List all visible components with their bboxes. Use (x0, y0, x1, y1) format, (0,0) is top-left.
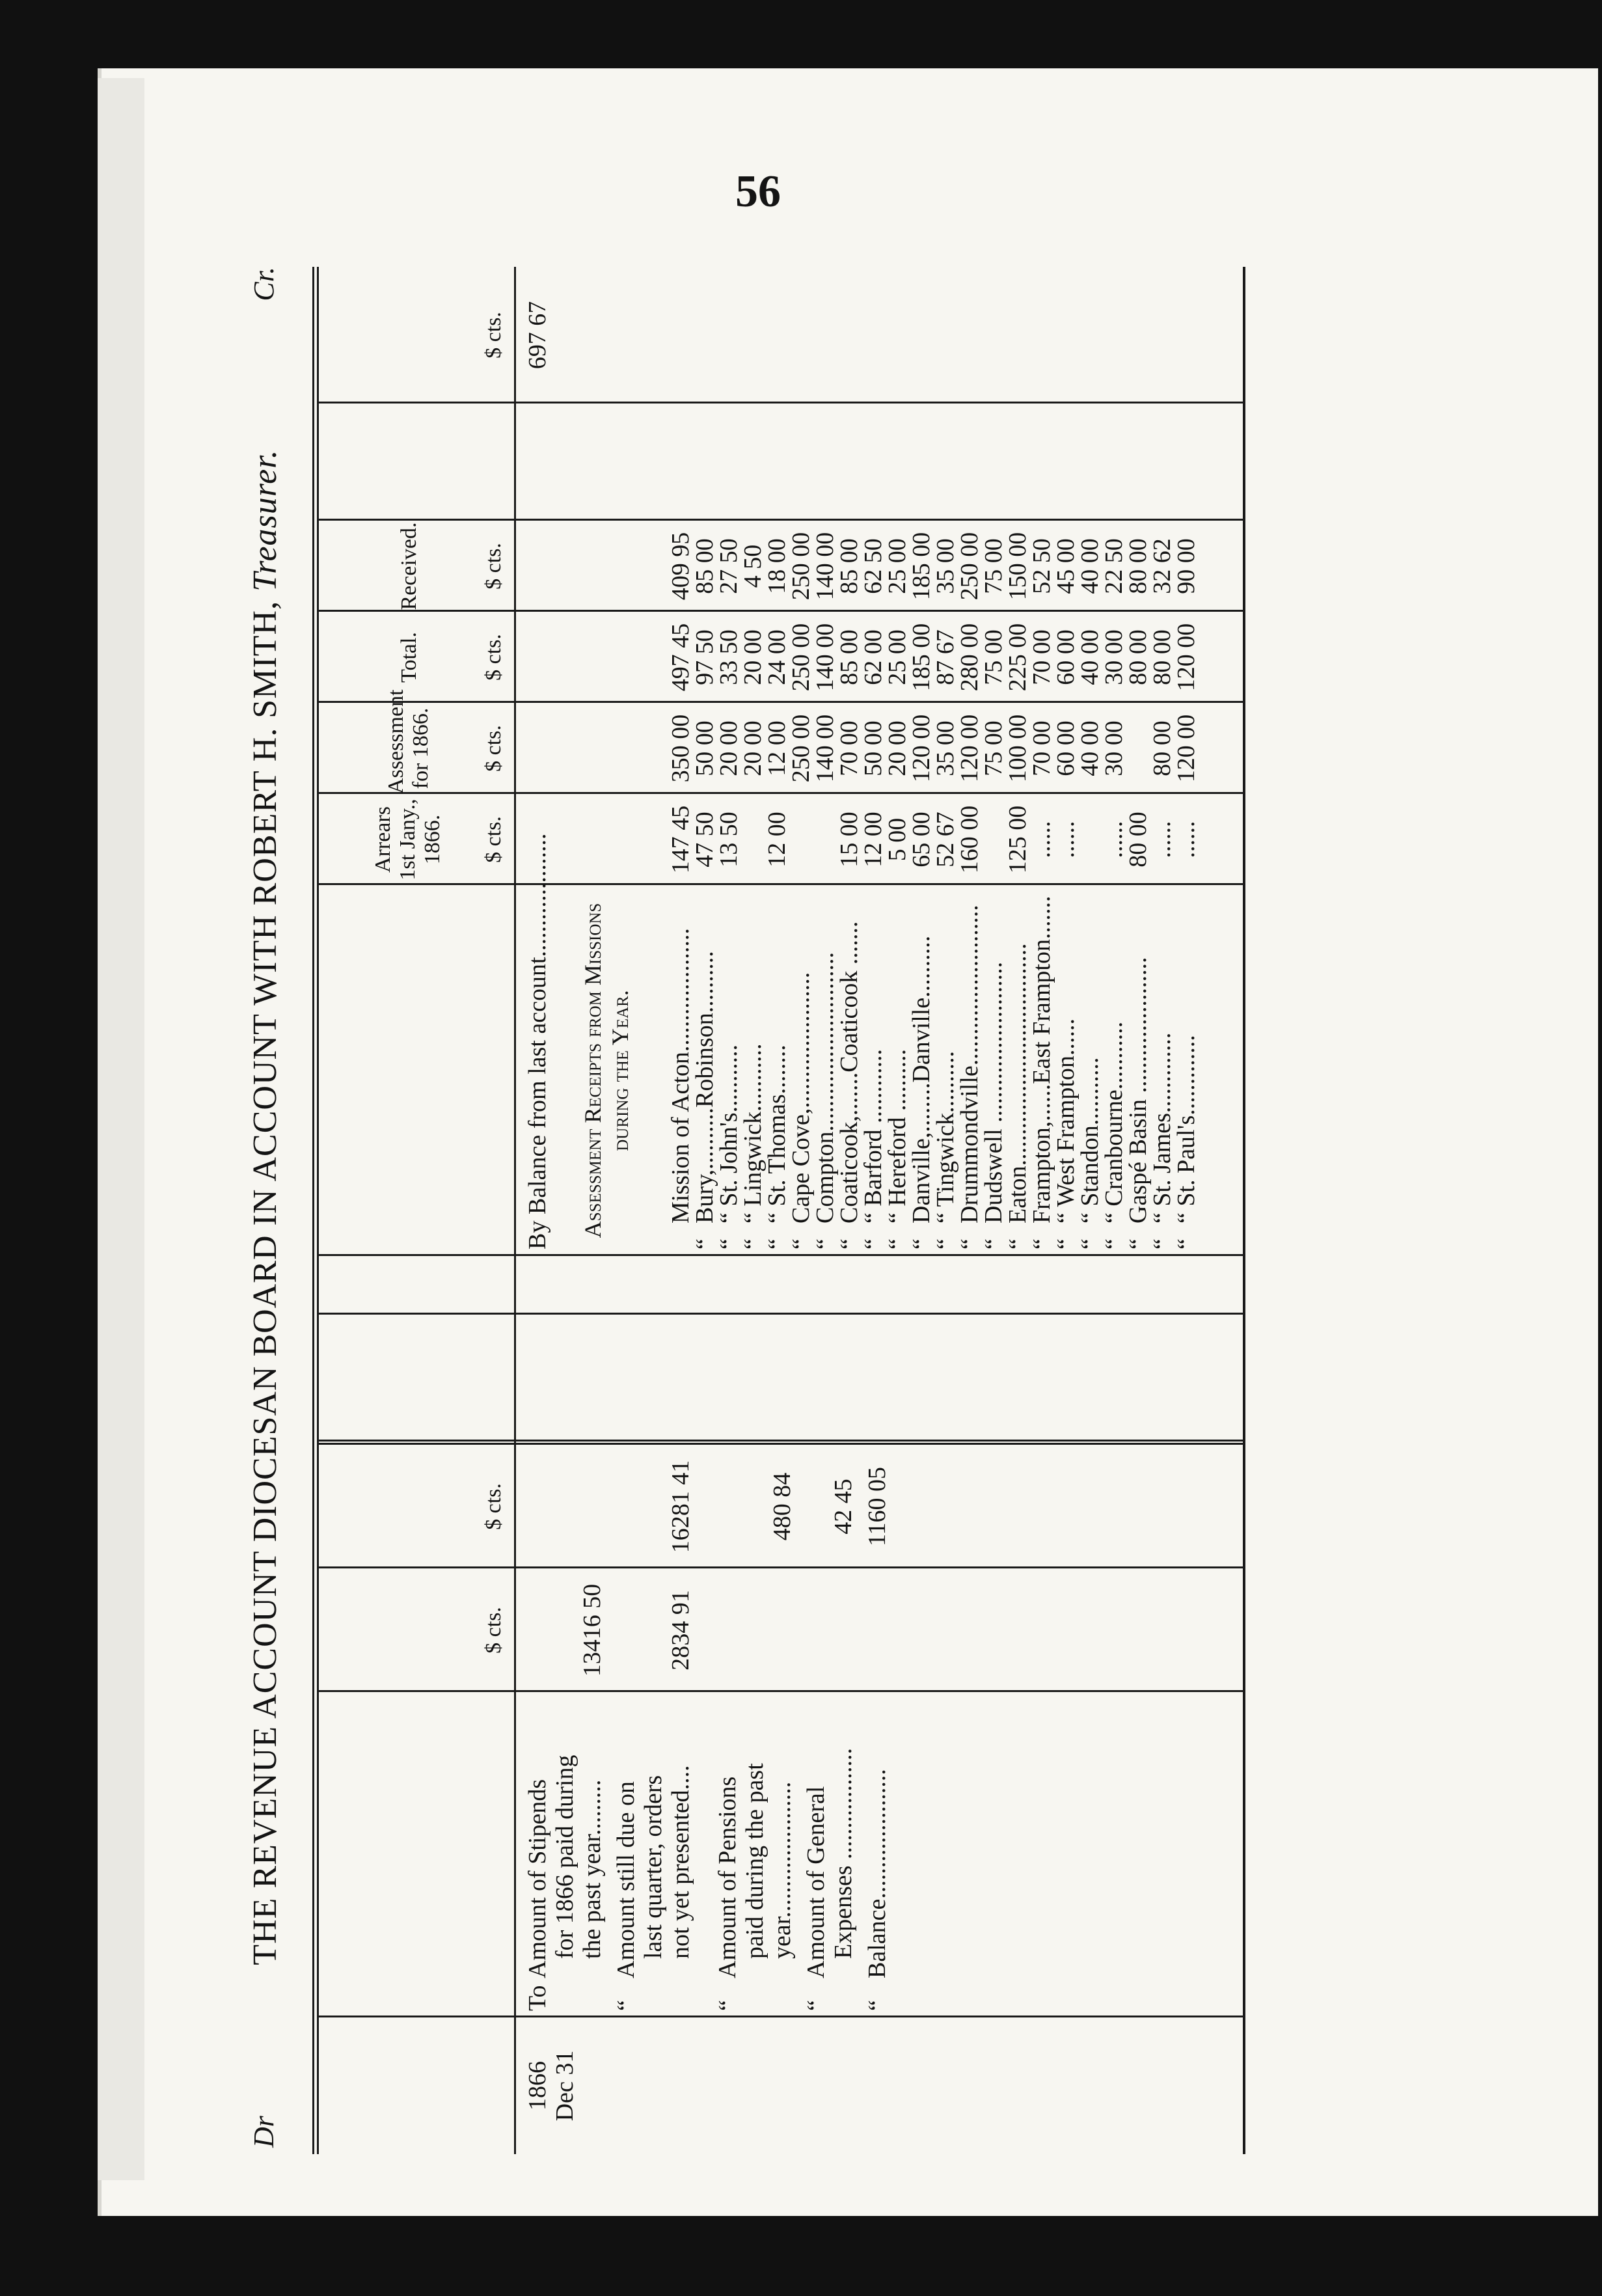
debit-item-text: year...................... (768, 1781, 796, 1959)
debit-amount: 2834 91 (667, 1590, 694, 1671)
assessment-value: 30 00 (1100, 720, 1128, 776)
received-value: 22 50 (1100, 538, 1128, 594)
received-value: 27 50 (715, 538, 742, 594)
assessment-value: 12 00 (763, 720, 791, 776)
rule (319, 1313, 1243, 1315)
assessment-value: 100 00 (1004, 714, 1031, 783)
total-value: 85 00 (835, 629, 863, 685)
rule (319, 402, 1243, 403)
received-value: 85 00 (691, 538, 718, 594)
assessment-value: 250 00 (787, 714, 815, 783)
mission-name: “ St. Thomas........ (763, 1045, 791, 1223)
assessment-value: 50 00 (691, 720, 718, 776)
debit-item-text: Amount still due on (612, 1781, 640, 1978)
received-value: 80 00 (1124, 538, 1152, 594)
debit-total: 1160 05 (863, 1466, 891, 1547)
total-value: 185 00 (908, 623, 935, 692)
rule (319, 1440, 1243, 1445)
arrears-value: 160 00 (956, 805, 983, 874)
total-header: Total. (397, 632, 421, 683)
debit-date: Dec 31 (551, 2050, 578, 2122)
received-value: 40 00 (1076, 538, 1104, 594)
rotated-ledger-page (241, 247, 1243, 2167)
assessment-value: 20 00 (884, 720, 911, 776)
mission-ditto: “ (980, 1238, 1007, 1250)
debit-item-text: Expenses .................. (830, 1747, 857, 1959)
mission-ditto: “ (908, 1238, 935, 1250)
total-sub-header: $ cts. (482, 634, 506, 681)
debit-total-header: $ cts. (482, 1483, 506, 1530)
arrears-value: 125 00 (1004, 805, 1031, 874)
total-value: 250 00 (787, 623, 815, 692)
mission-ditto: “ (1052, 1238, 1079, 1250)
received-value: 25 00 (884, 538, 911, 594)
total-value: 80 00 (1148, 629, 1176, 685)
assessment-value: 80 00 (1148, 720, 1176, 776)
assessment-value: 60 00 (1052, 720, 1079, 776)
arrears-value: ...... (1148, 821, 1176, 858)
debit-item-text: last quarter, orders (640, 1775, 667, 1959)
received-value: 32 62 (1148, 538, 1176, 594)
assessment-value: 350 00 (667, 714, 694, 783)
section-heading: Assessment Receipts from Missions (580, 903, 606, 1238)
arrears-sub-header: $ cts. (482, 816, 506, 863)
mission-name: Mission of Acton.................... (667, 928, 694, 1223)
total-value: 24 00 (763, 629, 791, 685)
received-value: 90 00 (1173, 538, 1200, 594)
assessment-value: 70 00 (1028, 720, 1055, 776)
total-value: 280 00 (956, 623, 983, 692)
received-value: 75 00 (980, 538, 1007, 594)
mission-ditto: “ (691, 1238, 718, 1250)
page-gutter (98, 78, 144, 2180)
received-value: 140 00 (811, 532, 839, 601)
mission-name: Compton............................. (811, 952, 839, 1223)
total-value: 33 50 (715, 629, 742, 685)
assessment-header: Assessment for 1866. (384, 689, 433, 794)
rule (319, 1254, 1243, 1256)
received-value: 35 00 (932, 538, 959, 594)
mission-name: “ St. John's........... (715, 1045, 742, 1223)
mission-ditto: “ (932, 1238, 959, 1250)
mission-ditto: “ (884, 1238, 911, 1250)
mission-ditto: “ (1148, 1238, 1176, 1250)
received-value: 150 00 (1004, 532, 1031, 601)
arrears-value: 52 67 (932, 812, 959, 868)
arrears-value: 12 00 (763, 812, 791, 868)
arrears-value: ...... (1100, 821, 1128, 858)
total-value: 87 67 (932, 629, 959, 685)
debit-item-text: for 1866 paid during (551, 1755, 578, 1959)
debit-item-text: not yet presented.... (667, 1765, 694, 1959)
debit-prefix: To (524, 1985, 551, 2011)
received-value: 85 00 (835, 538, 863, 594)
received-value: 52 50 (1028, 538, 1055, 594)
debit-item-text: the past year......... (578, 1779, 606, 1959)
debit-prefix: “ (802, 2000, 830, 2011)
arrears-header: Arrears 1st Jany., 1866. (371, 799, 444, 881)
balance-line: By Balance from last account.................... (524, 833, 551, 1250)
arrears-value: 65 00 (908, 812, 935, 868)
mission-ditto: “ (860, 1238, 887, 1250)
total-value: 62 00 (860, 629, 887, 685)
mission-name: “ West Frampton...... (1052, 1018, 1079, 1223)
rule (319, 2016, 1243, 2017)
total-value: 97 50 (691, 629, 718, 685)
assessment-value: 140 00 (811, 714, 839, 783)
mission-name: Coaticook,.......Coaticook ....... (835, 921, 863, 1223)
arrears-value: ...... (1173, 821, 1200, 858)
mission-ditto: “ (787, 1238, 815, 1250)
mission-name: “ Standon........... (1076, 1057, 1104, 1223)
assessment-value: 75 00 (980, 720, 1007, 776)
mission-name: Drummondville.......................... (956, 905, 983, 1223)
assessment-value: 20 00 (739, 720, 767, 776)
mission-ditto: “ (1076, 1238, 1104, 1250)
total-value: 30 00 (1100, 629, 1128, 685)
total-value: 75 00 (980, 629, 1007, 685)
debit-total: 42 45 (830, 1479, 857, 1535)
received-value: 18 00 (763, 538, 791, 594)
arrears-value: 12 00 (860, 812, 887, 868)
mission-ditto: “ (1173, 1238, 1200, 1250)
title-main: THE REVENUE ACCOUNT DIOCESAN BOARD IN ACCOUNT WITH ROBERT H. SMITH, (247, 600, 284, 1965)
debit-item-text: Amount of Pensions (714, 1776, 741, 1978)
mission-name: Frampton,......East Frampton....... (1028, 895, 1055, 1223)
debit-amount: 13416 50 (578, 1583, 606, 1677)
debit-total: 16281 41 (667, 1460, 694, 1553)
received-sub-header: $ cts. (482, 543, 506, 590)
mission-name: “ Lingwick........... (739, 1043, 767, 1223)
mission-name: “ Hereford .......... (884, 1048, 911, 1223)
assessment-value: 20 00 (715, 720, 742, 776)
debit-prefix: “ (612, 2000, 640, 2011)
assessment-value: 120 00 (1173, 714, 1200, 783)
received-value: 409 95 (667, 532, 694, 601)
arrears-value: ...... (1052, 821, 1079, 858)
arrears-value: 47 50 (691, 812, 718, 868)
title-treasurer: Treasurer. (247, 449, 284, 592)
mission-name: “ Cranbourne........... (1100, 1021, 1128, 1223)
arrears-value: 80 00 (1124, 812, 1152, 868)
debit-year: 1866 (524, 2061, 551, 2111)
mission-name: “ Barford ............ (860, 1048, 887, 1223)
mission-name: Danville,........Danville.......... (908, 935, 935, 1223)
credit-marker: Cr. (248, 267, 280, 301)
total-value: 140 00 (811, 623, 839, 692)
mission-ditto: “ (763, 1238, 791, 1250)
debit-item-text: Amount of General (802, 1786, 830, 1978)
total-value: 60 00 (1052, 629, 1079, 685)
total-value: 497 45 (667, 623, 694, 692)
mission-ditto: “ (739, 1238, 767, 1250)
page-number: 56 (735, 167, 781, 217)
assessment-value: 70 00 (835, 720, 863, 776)
total-value: 225 00 (1004, 623, 1031, 692)
total-value: 120 00 (1173, 623, 1200, 692)
mission-ditto: “ (715, 1238, 742, 1250)
ledger-table (312, 267, 1245, 2154)
total-value: 70 00 (1028, 629, 1055, 685)
received-value: 45 00 (1052, 538, 1079, 594)
received-value: 185 00 (908, 532, 935, 601)
debit-prefix: “ (863, 2000, 891, 2011)
mission-ditto: “ (835, 1238, 863, 1250)
assessment-value: 120 00 (908, 714, 935, 783)
total-value: 80 00 (1124, 629, 1152, 685)
debit-marker: Dr (248, 2116, 280, 2148)
arrears-value: 15 00 (835, 812, 863, 868)
assessment-value: 35 00 (932, 720, 959, 776)
debit-prefix: “ (714, 2000, 741, 2011)
debit-item-text: paid during the past (741, 1763, 768, 1959)
arrears-value: ...... (1028, 821, 1055, 858)
assessment-value: 120 00 (956, 714, 983, 783)
total-value: 20 00 (739, 629, 767, 685)
mission-ditto: “ (811, 1238, 839, 1250)
credit-total-header: $ cts. (482, 312, 506, 359)
mission-ditto: “ (956, 1238, 983, 1250)
mission-name: Bury,..........Robinson.......... (691, 951, 718, 1223)
total-value: 40 00 (1076, 629, 1104, 685)
assessment-value: 50 00 (860, 720, 887, 776)
mission-name: Gaspé Basin ...................... (1124, 957, 1152, 1223)
received-value: 62 50 (860, 538, 887, 594)
assessment-value: 40 00 (1076, 720, 1104, 776)
received-value: 250 00 (956, 532, 983, 601)
rule (319, 1690, 1243, 1692)
mission-name: Dudswell .......................... (980, 961, 1007, 1223)
mission-name: “ St. James............. (1148, 1032, 1176, 1223)
balance-amount: 697 67 (524, 301, 551, 370)
debit-item-text: Balance..................... (863, 1769, 891, 1978)
received-header: Received. (397, 522, 421, 610)
mission-name: “ Tingwick.......... (932, 1051, 959, 1223)
debit-amount-header: $ cts. (482, 1607, 506, 1654)
total-value: 25 00 (884, 629, 911, 685)
mission-ditto: “ (1124, 1238, 1152, 1250)
mission-name: “ St. Paul's............. (1173, 1035, 1200, 1223)
mission-ditto: “ (1028, 1238, 1055, 1250)
arrears-value: 5 00 (884, 817, 911, 862)
mission-name: Eaton.................................... (1004, 943, 1031, 1223)
assessment-sub-header: $ cts. (482, 725, 506, 772)
mission-name: Cape Cove,...................... (787, 972, 815, 1223)
mission-ditto: “ (1100, 1238, 1128, 1250)
page-title (246, 247, 284, 2167)
received-value: 4 50 (739, 544, 767, 588)
arrears-value: 13 50 (715, 812, 742, 868)
debit-total: 480 84 (768, 1472, 796, 1541)
section-subheading: during the Year. (607, 990, 633, 1151)
title-bar (241, 247, 299, 2167)
arrears-value: 147 45 (667, 805, 694, 874)
debit-item-text: Amount of Stipends (524, 1779, 551, 1978)
mission-ditto: “ (1004, 1238, 1031, 1250)
received-value: 250 00 (787, 532, 815, 601)
